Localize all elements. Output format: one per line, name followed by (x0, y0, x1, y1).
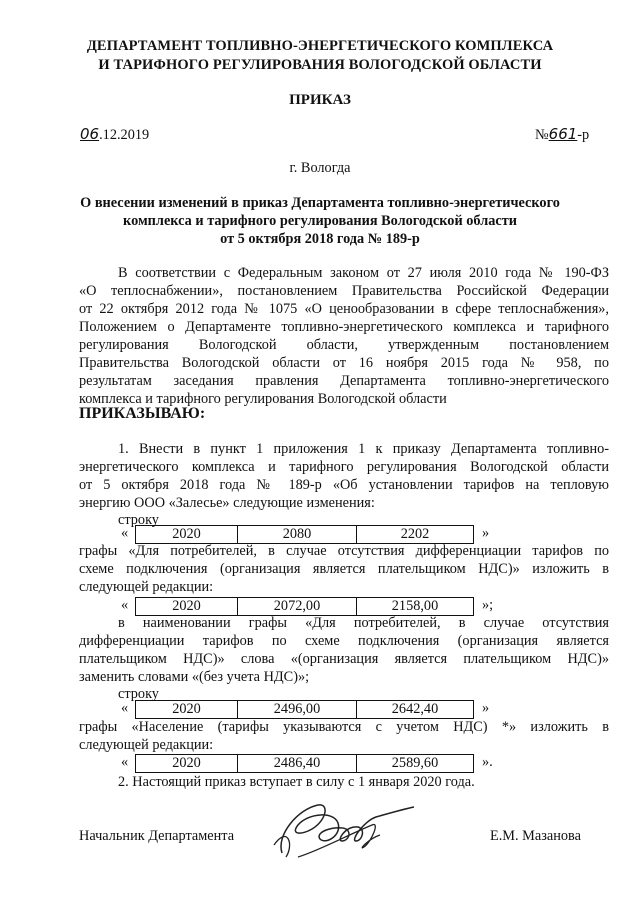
quote-close-1: » (482, 525, 490, 541)
document-type: ПРИКАЗ (289, 92, 351, 108)
item1-line1: 1. Внести в пункт 1 приложения 1 к приказу Департамента топливно- (118, 441, 609, 457)
tariff-row-4 (135, 754, 474, 773)
quote-close-3: » (482, 700, 490, 716)
preamble-line4: Положением о Департаменте топливно-энергетического комплекса и тарифного (79, 319, 609, 335)
tariff-cell-value1: 2496,00 (238, 700, 357, 719)
quote-open-3: « (121, 700, 129, 716)
order-date (80, 125, 149, 144)
order-number (535, 125, 589, 144)
signatory-name: Е.М. Мазанова (490, 828, 581, 844)
quote-open-2: « (121, 597, 129, 613)
item1-line3: от 5 октября 2018 года № 189-р «Об установлении тарифов на тепловую (79, 477, 609, 493)
mid-line2: дифференциации тарифов по схеме подключения (организация является (79, 633, 609, 649)
preamble-line2: «О теплоснабжении», постановлением Правительства Российской Федерации (79, 283, 609, 299)
tariff-cell-value1: 2080 (238, 525, 357, 544)
tariff-row-3 (135, 700, 474, 719)
stroku-label-1: строку (118, 512, 159, 528)
after-row1-line1: графы «Для потребителей, в случае отсутствия дифференциации тарифов по (79, 543, 609, 559)
preamble-line5: регулирования Вологодской области, утвержденным постановлением (79, 337, 609, 353)
after-row1-line2: схеме подключения (организация является плательщиком НДС)» изложить в (79, 561, 609, 577)
subject-line2: комплекса и тарифного регулирования Вологодской области (123, 213, 517, 229)
stroku-label-2: строку (118, 686, 159, 702)
after-row3-line2: следующей редакции: (79, 737, 214, 753)
number-handwritten: 661 (548, 125, 578, 143)
after-row3-line1: графы «Население (тарифы указываются с учетом НДС) *» изложить в (79, 719, 609, 735)
preamble-line6: Правительства Вологодской области от 16 ноября 2015 года № 958, по (79, 355, 609, 371)
tariff-cell-value2: 2589,60 (357, 754, 474, 773)
mid-line4: заменить словами «(без учета НДС)»; (79, 669, 310, 685)
handwritten-signature (268, 795, 418, 865)
tariff-cell-year: 2020 (135, 525, 238, 544)
order-word: ПРИКАЗЫВАЮ: (79, 405, 206, 422)
city: г. Вологда (289, 160, 351, 176)
tariff-cell-year: 2020 (135, 700, 238, 719)
item1-line2: энергетического комплекса и тарифного регулирования Вологодской области (79, 459, 609, 475)
subject-line3: от 5 октября 2018 года № 189-р (220, 231, 420, 247)
quote-close-4: ». (482, 754, 493, 770)
department-name-line2: И ТАРИФНОГО РЕГУЛИРОВАНИЯ ВОЛОГОДСКОЙ ОБЛАСТИ (98, 57, 542, 73)
preamble-line3: от 22 октября 2012 года № 1075 «О ценообразовании в сфере теплоснабжения», (79, 301, 609, 317)
number-sign: № (535, 127, 549, 143)
date-day-handwritten: 06 (80, 125, 100, 143)
department-name-line1: ДЕПАРТАМЕНТ ТОПЛИВНО-ЭНЕРГЕТИЧЕСКОГО КОМПЛЕКСА (86, 38, 554, 54)
mid-line3: плательщиком НДС)» слова «(организация является плательщиком НДС)» (79, 651, 609, 667)
item1-line4: энергию ООО «Залесье» следующие изменения: (79, 495, 375, 511)
tariff-row-1 (135, 525, 474, 544)
tariff-cell-year: 2020 (135, 754, 238, 773)
tariff-row-2 (135, 597, 474, 616)
tariff-cell-value2: 2158,00 (357, 597, 474, 616)
quote-open-4: « (121, 754, 129, 770)
after-row1-line3: следующей редакции: (79, 579, 214, 595)
quote-open-1: « (121, 525, 129, 541)
tariff-cell-value1: 2072,00 (238, 597, 357, 616)
tariff-cell-value2: 2642,40 (357, 700, 474, 719)
number-suffix: -р (577, 127, 590, 143)
preamble-line8: комплекса и тарифного регулирования Вологодской области (79, 391, 447, 407)
subject-line1: О внесении изменений в приказ Департамента топливно-энергетического (80, 195, 560, 211)
tariff-cell-year: 2020 (135, 597, 238, 616)
mid-line1: в наименовании графы «Для потребителей, в случае отсутствия (118, 615, 609, 631)
preamble-line7: результатам заседания правления Департамента топливно-энергетического (79, 373, 609, 389)
signatory-position: Начальник Департамента (79, 828, 235, 844)
tariff-cell-value2: 2202 (357, 525, 474, 544)
tariff-cell-value1: 2486,40 (238, 754, 357, 773)
date-rest: .12.2019 (99, 127, 150, 143)
quote-close-2: »; (482, 597, 494, 613)
preamble-line1: В соответствии с Федеральным законом от 27 июля 2010 года № 190-ФЗ (118, 265, 609, 281)
item2-text: 2. Настоящий приказ вступает в силу с 1 января 2020 года. (118, 774, 475, 790)
